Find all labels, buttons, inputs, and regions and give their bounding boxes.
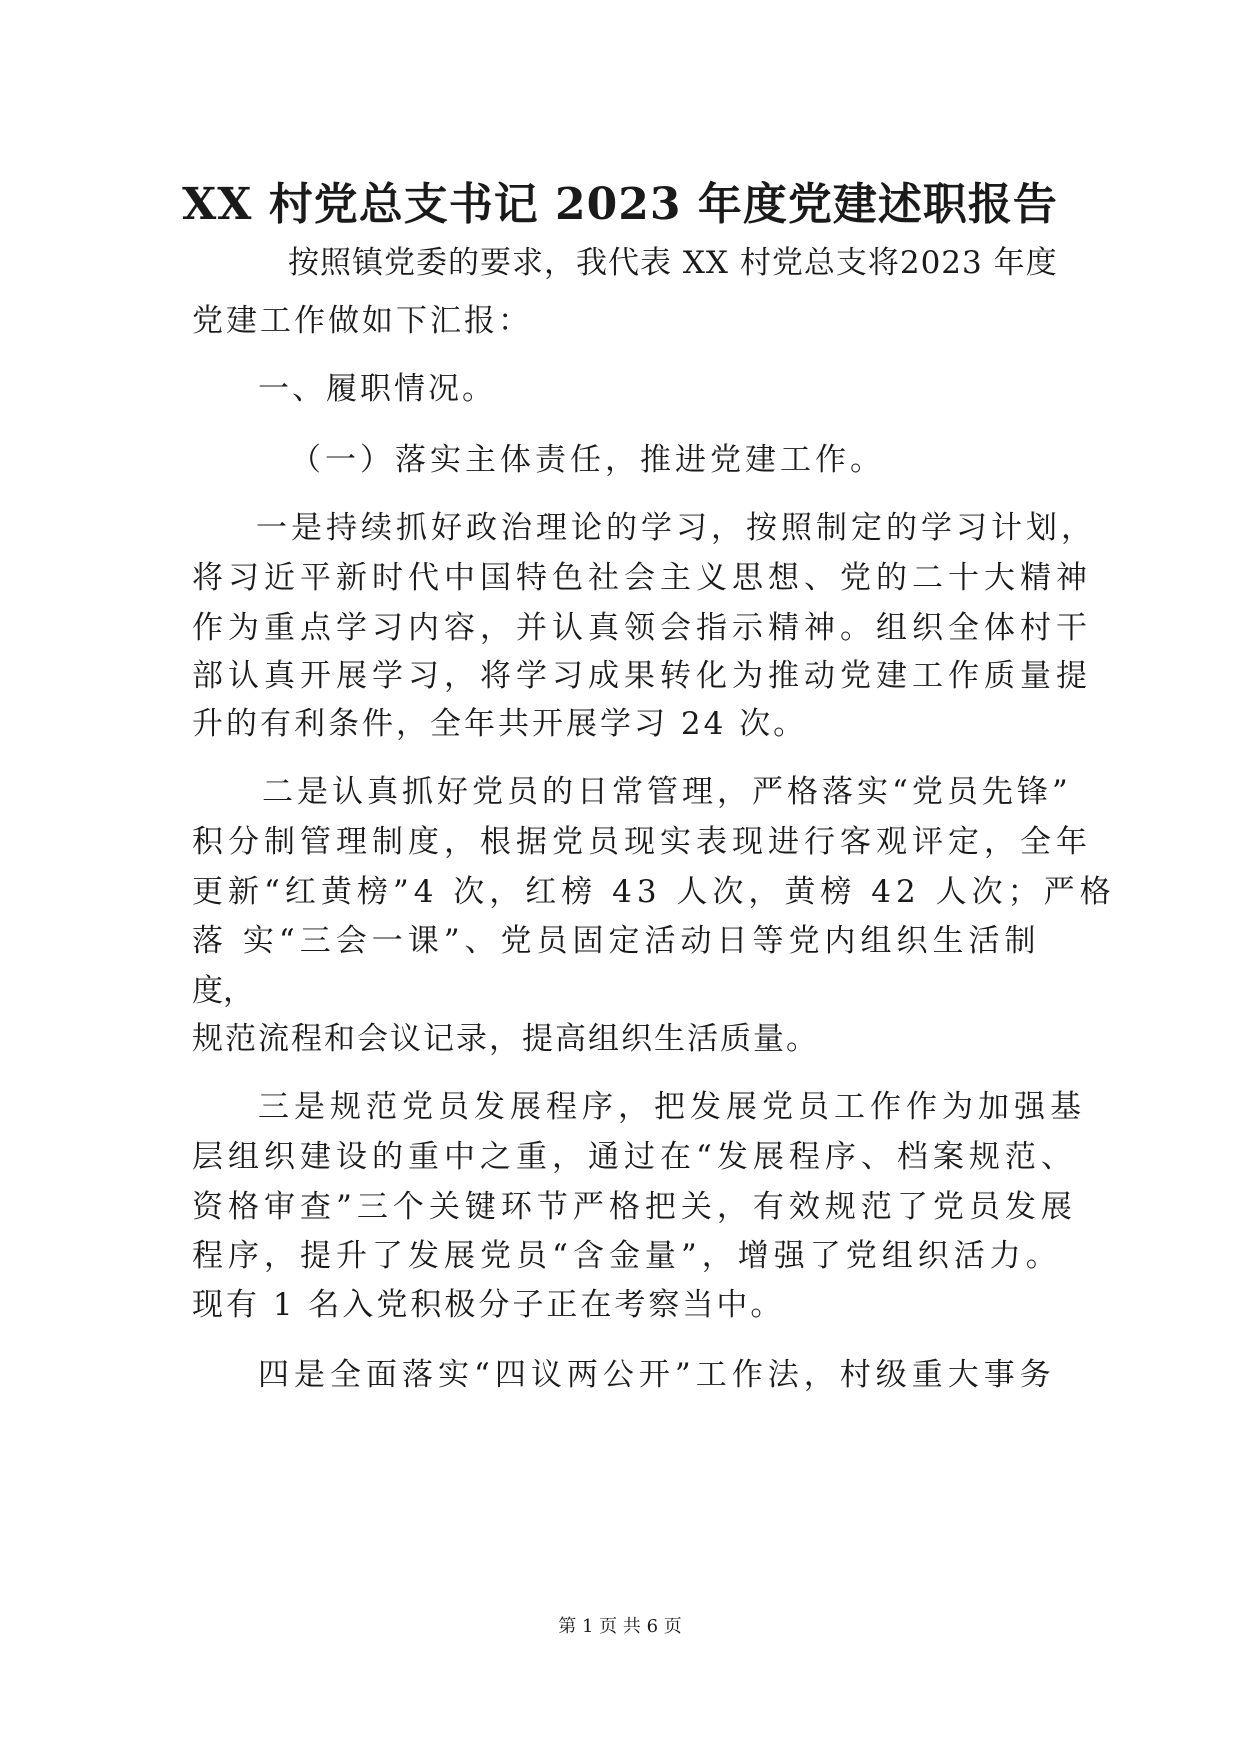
paragraph-3-line-1: 三是规范党员发展程序，把发展党员工作作为加强基 <box>258 1089 1086 1125</box>
paragraph-2-line-5: 度， <box>192 973 254 1009</box>
paragraph-3-line-2: 层组织建设的重中之重，通过在“发展程序、档案规范、 <box>192 1139 1077 1175</box>
section-heading: 一、履职情况。 <box>258 371 496 407</box>
paragraph-1-line-3: 作为重点学习内容，并认真领会指示精神。组织全体村干 <box>192 610 1092 646</box>
paragraph-1-line-2: 将习近平新时代中国特色社会主义思想、党的二十大精神 <box>192 560 1092 596</box>
paragraph-1-line-5: 升的有利条件，全年共开展学习 24 次。 <box>192 706 808 742</box>
subsection-heading: （一）落实主体责任，推进党建工作。 <box>290 442 885 478</box>
paragraph-2-line-2: 积分制管理制度，根据党员现实表现进行客观评定，全年 <box>192 824 1092 860</box>
paragraph-1-line-4: 部认真开展学习，将学习成果转化为推动党建工作质量提 <box>192 658 1092 694</box>
paragraph-2-line-6: 规范流程和会议记录，提高组织生活质量。 <box>192 1021 819 1057</box>
paragraph-1-line-1: 一是持续抓好政治理论的学习，按照制定的学习计划， <box>256 510 1096 546</box>
paragraph-3-line-4: 程序，提升了发展党员“含金量”，增强了党组织活力。 <box>192 1238 1062 1274</box>
paragraph-2-line-1: 二是认真抓好党员的日常管理，严格落实“党员先锋” <box>262 774 1072 810</box>
document-title: XX 村党总支书记 2023 年度党建述职报告 <box>182 179 1058 230</box>
intro-line-2: 党建工作做如下汇报： <box>192 303 532 339</box>
paragraph-3-line-5: 现有 1 名入党积极分子正在考察当中。 <box>192 1287 785 1323</box>
paragraph-3-line-3: 资格审查”三个关键环节严格把关，有效规范了党员发展 <box>192 1189 1077 1225</box>
paragraph-2-line-3: 更新“红黄榜”4 次，红榜 43 人次，黄榜 42 人次；严格 <box>192 874 1116 910</box>
page-footer: 第 1 页 共 6 页 <box>558 1616 682 1637</box>
paragraph-2-line-4: 落 实“三会一课”、党员固定活动日等党内组织生活制 <box>192 923 1041 959</box>
intro-line-1: 按照镇党委的要求，我代表 XX 村党总支将2023 年度 <box>288 245 1058 281</box>
paragraph-4-line-1: 四是全面落实“四议两公开”工作法，村级重大事务 <box>258 1357 1056 1393</box>
